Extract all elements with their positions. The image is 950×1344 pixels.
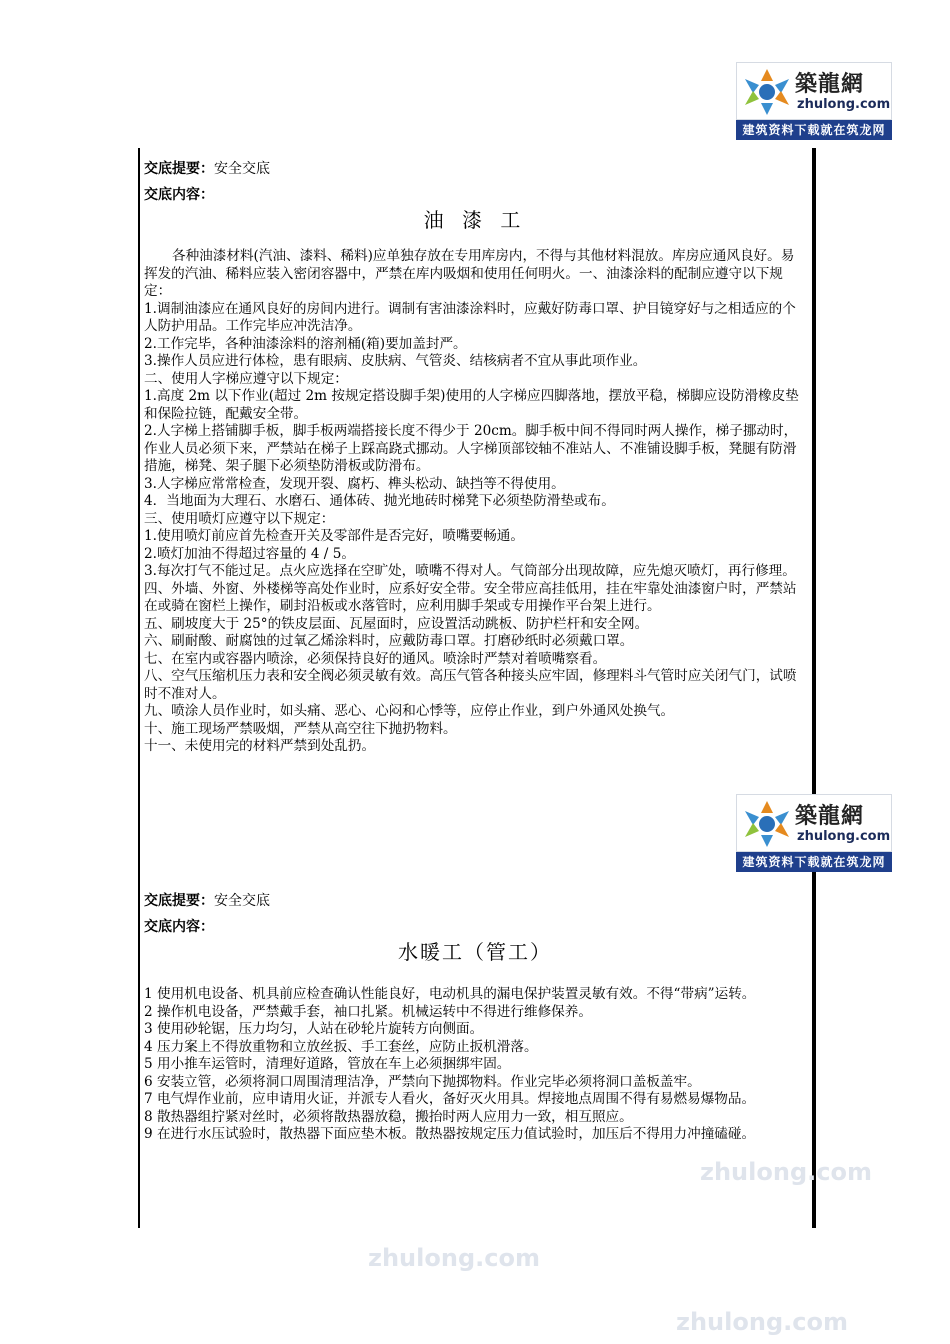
snowflake-logo-icon: [741, 67, 793, 117]
section-body: [144, 248, 806, 756]
paragraph: 4．当地面为大理石、水磨石、通体砖、抛光地砖时梯凳下必须垫防滑垫或布。: [144, 493, 615, 509]
paragraph: 各种油漆材料(汽油、漆料、稀料)应单独存放在专用库房内，不得与其他材料混放。库房应通风良好。易挥发的汽油、稀料应装入密闭容器中，严禁在库内吸烟和使用任何明火。一、油漆涂料的配制应遵守以下规定：: [144, 248, 795, 299]
paragraph: 七、在室内或容器内喷涂，必须保持良好的通风。喷涂时严禁对着喷嘴察看。: [144, 650, 607, 667]
paragraph: 三、使用喷灯应遵守以下规定：: [144, 510, 335, 527]
paragraph: 9 在进行水压试验时，散热器下面应垫木板。散热器按规定压力值试验时，加压后不得用力冲撞磕碰。: [144, 1126, 756, 1142]
summary-row: [144, 158, 270, 178]
paragraph: 2.人字梯上搭铺脚手板，脚手板两端搭接长度不得少于 20cm。脚手板中间不得同时两人操作，梯子挪动时，作业人员必须下来，严禁站在梯子上踩高跷式挪动。人字梯顶部铰轴不准站人、不准铺设脚手板，凳腿有防滑措施，梯凳、架子腿下必须垫防滑板或防滑布。: [144, 423, 798, 474]
paragraph: 3.操作人员应进行体检，患有眼病、皮肤病、气管炎、结核病者不宜从事此项作业。: [144, 353, 647, 369]
paragraph: 6 安装立管，必须将洞口周围清理洁净，严禁向下抛掷物料。作业完毕必须将洞口盖板盖牢。: [144, 1073, 701, 1090]
paragraph: 1.高度 2m 以下作业(超过 2m 按规定搭设脚手架)使用的人字梯应四脚落地，摆放平稳，梯脚应设防滑橡皮垫和保险拉链，配戴安全带。: [144, 388, 799, 422]
snowflake-logo-icon: [741, 799, 793, 849]
summary-value: 安全交底: [214, 161, 270, 177]
paragraph: 7 电气焊作业前，应申请用火证，并派专人看火，备好灭火用具。焊接地点周围不得有易燃易爆物品。: [144, 1091, 756, 1107]
paragraph: 2.工作完毕，各种油漆涂料的溶剂桶(箱)要加盖封严。: [144, 335, 467, 352]
summary-label: 交底提要：: [144, 161, 214, 177]
content-label: 交底内容：: [144, 919, 214, 935]
watermark: zhulong.com: [368, 1244, 540, 1272]
watermark: zhulong.com: [700, 1158, 872, 1186]
paragraph: 1 使用机电设备、机具前应检查确认性能良好，电动机具的漏电保护装置灵敏有效。不得“带病”运转。: [144, 986, 756, 1002]
logo-domain: zhulong.com: [797, 829, 891, 844]
section-title: 水暖工（管工）: [398, 940, 552, 964]
summary-row: [144, 890, 270, 910]
paragraph: 5 用小推车运管时，清理好道路，管放在车上必须捆绑牢固。: [144, 1056, 511, 1072]
paragraph: 九、喷涂人员作业时，如头痛、恶心、心闷和心悸等，应停止作业，到户外通风处换气。: [144, 703, 675, 719]
content-row: [144, 916, 214, 936]
zhulong-logo: [736, 794, 892, 872]
summary-label: 交底提要：: [144, 893, 214, 909]
paragraph: 十一、未使用完的材料严禁到处乱扔。: [144, 738, 376, 754]
paragraph: 2 操作机电设备，严禁戴手套，袖口扎紧。机械运转中不得进行维修保养。: [144, 1003, 592, 1020]
logo-slogan: 建筑资料下载就在筑龙网: [736, 120, 892, 140]
logo-slogan: 建筑资料下载就在筑龙网: [736, 852, 892, 872]
section-title: 油 漆 工: [423, 208, 527, 232]
content-row: [144, 184, 214, 204]
paragraph: 2.喷灯加油不得超过容量的 4 / 5。: [144, 545, 355, 562]
paragraph: 八、空气压缩机压力表和安全阀必须灵敏有效。高压气管各种接头应牢固，修理料斗气管时应关闭气门，试喷时不准对人。: [144, 668, 797, 702]
summary-value: 安全交底: [214, 893, 270, 909]
paragraph: 3.人字梯应常常检查，发现开裂、腐朽、榫头松动、缺挡等不得使用。: [144, 475, 565, 492]
paragraph: 1.使用喷灯前应首先检查开关及零部件是否完好，喷嘴要畅通。: [144, 528, 524, 544]
paragraph: 五、刷坡度大于 25°的铁皮层面、瓦屋面时，应设置活动跳板、防护栏杆和安全网。: [144, 615, 649, 632]
paragraph: 十、施工现场严禁吸烟，严禁从高空往下抛扔物料。: [144, 720, 457, 737]
paragraph: 4 压力案上不得放重物和立放丝扳、手工套丝，应防止扳机滑落。: [144, 1038, 538, 1055]
paragraph: 1.调制油漆应在通风良好的房间内进行。调制有害油漆涂料时，应戴好防毒口罩、护目镜穿好与之相适应的个人防护用品。工作完毕应冲洗洁净。: [144, 300, 796, 334]
content-label: 交底内容：: [144, 187, 214, 203]
logo-domain: zhulong.com: [797, 97, 891, 112]
paragraph: 3 使用砂轮锯，压力均匀，人站在砂轮片旋转方向侧面。: [144, 1021, 484, 1037]
paragraph: 四、外墙、外窗、外楼梯等高处作业时，应系好安全带。安全带应高挂低用，挂在牢靠处油漆窗户时，严禁站在或骑在窗栏上操作，刷封沿板或水落管时，应利用脚手架或专用操作平台架上进行。: [144, 580, 797, 614]
watermark: zhulong.com: [676, 1308, 848, 1336]
logo-name: 築龍網: [795, 72, 865, 97]
paragraph: 3.每次打气不能过足。点火应选择在空旷处，喷嘴不得对人。气筒部分出现故障，应先熄灭喷灯，再行修理。: [144, 563, 796, 579]
zhulong-logo: [736, 62, 892, 140]
logo-name: 築龍網: [795, 804, 865, 829]
paragraph: 六、刷耐酸、耐腐蚀的过氧乙烯涂料时，应戴防毒口罩。打磨砂纸时必须戴口罩。: [144, 633, 634, 649]
paragraph: 二、使用人字梯应遵守以下规定：: [144, 370, 348, 387]
section-body: [144, 986, 806, 1144]
paragraph: 8 散热器组拧紧对丝时，必须将散热器放稳，搬抬时两人应用力一致，相互照应。: [144, 1108, 633, 1125]
